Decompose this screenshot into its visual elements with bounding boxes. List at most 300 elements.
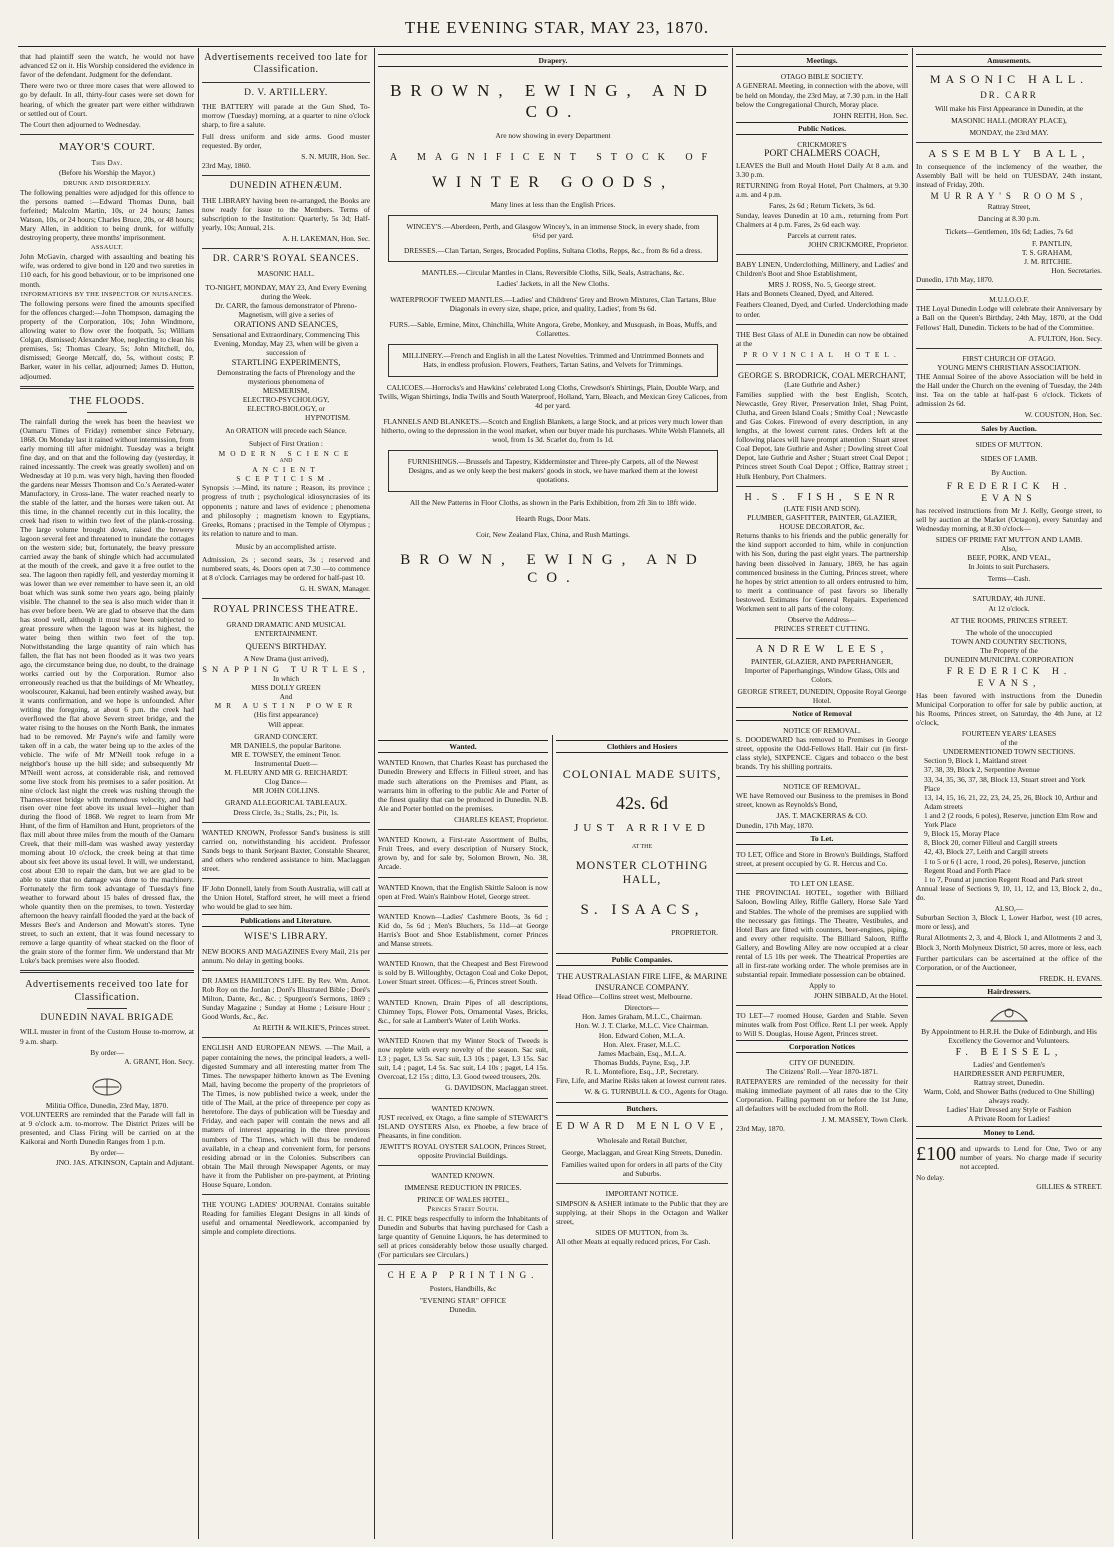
ad-text: ENGLISH AND EUROPEAN NEWS. —The Mail, a paper containing the news, the principal leaders, a well-digested Summary and all interesting matter from The Times. The newspaper hitherto known as The Evening Mail, having become the property of the proprietors of The Times, is now published twice a week, under the title of The Mail, at the price of threepence per copy as heretofore. The days of publication will be Tuesday and Friday, and each paper will contain the news and all matters of interest appearing in the three previous numbers of The Times, which will thus be rendered available, in a cheap and convenient form, for persons residing abroad or in the Colonies. Subscribers can obtain The Mail through Newspaper Agents, or may have it from the Publisher on pre-payment, at Printing House Square, London. — [202, 1043, 370, 1190]
ad-text: PROPRIETOR. — [671, 927, 718, 937]
ad-text: Suburban Section 3, Block 1, Lower Harbor, west (10 acres, more or less), and — [916, 913, 1102, 932]
column-4 — [736, 52, 908, 1539]
ad-text: ALSO,— — [994, 904, 1024, 914]
ad-title: FREDERICK H. EVANS — [946, 482, 1072, 504]
ad-text: THE BATTERY will parade at the Gun Shed, To-morrow (Tuesday) morning, at a quarter to nine o'clock sharp, to fire a salute. — [202, 102, 370, 130]
ad-text: Hon. Alex. Fraser, M.L.C. — [603, 1039, 681, 1049]
ad-text: By Appointment to H.R.H. the Duke of Edinburgh, and His Excellency the Governor and Volunteers. — [921, 1027, 1097, 1046]
ad-signature: A. GRANT, Hon. Secy. — [124, 1056, 194, 1066]
ad-title: FREDERICK H. EVANS, — [946, 667, 1072, 689]
ad-text: Princes Street South. — [427, 1204, 499, 1214]
section-bar: Hairdressers. — [916, 985, 1102, 998]
ad-text: WINCEY'S.—Aberdeen, Perth, and Glasgow Wincey's, in an immense Stock, in every shade, from 6½d per yard. — [406, 222, 700, 241]
royal-crest-icon — [985, 1003, 1033, 1023]
ad-text: In which — [272, 674, 300, 684]
section-bar: Notice of Removal — [736, 707, 908, 720]
ad-text: FOURTEEN YEARS' LEASES — [961, 728, 1057, 738]
ad-text: has received instructions from Mr J. Kelly, George street, to sell by auction at the Market (Octagon), every Saturday and Wednesday morning, at 8.30 o'clock— — [916, 505, 1102, 533]
list-item: 1 and 2 (2 roods, 6 poles), Reserve, junction Elm Row and York Place — [924, 810, 1098, 830]
ad-text: FURNISHINGS.—Brussels and Tapestry, Kidderminster and Three-ply Carpets, all of the Newest Designs, and as we only keep the best makers' goods in stock, we have marked them at the lowest quotations. — [407, 457, 699, 485]
column-1 — [20, 52, 194, 1539]
ad-signature: JOHN SIBBALD, At the Hotel. — [813, 990, 908, 1000]
subheading: ASSAULT. — [90, 244, 124, 252]
ad-text: Hon. W. J. T. Clarke, M.L.C. Vice Chairman. — [575, 1021, 709, 1031]
ad-text: Hon. Secretaries. — [1051, 266, 1102, 276]
drapery-column — [378, 52, 728, 732]
section-bar: Sales by Auction. — [916, 422, 1102, 435]
ad-signature: A. H. LAKEMAN, Hon. Sec. — [282, 234, 370, 244]
ad-title: CRICKMORE'S — [797, 140, 847, 150]
subheading: This Day. — [91, 158, 123, 168]
ad-text: WILL muster in front of the Custom House to-morrow, at 9 a.m. sharp. — [20, 1027, 194, 1046]
ad-text: MR E. TOWSEY, the eminent Tenor. — [231, 749, 341, 759]
ad-text: Many lines at less than the English Prices. — [490, 200, 616, 210]
ad-text: Observe the Address— — [787, 615, 857, 625]
ad-text: James Macbain, Esq., M.L.A. — [597, 1048, 687, 1058]
ad-title: DR. CARR'S ROYAL SEANCES. — [212, 254, 360, 265]
ad-text: Fire, Life, and Marine Risks taken at lowest current rates. — [556, 1076, 727, 1086]
ad-title: DUNEDIN ATHENÆUM. — [229, 181, 343, 192]
ad-signature: FREDK. H. EVANS. — [1039, 973, 1102, 983]
ad-text: MR AUSTIN POWER — [214, 701, 358, 711]
ad-signature: W. COUSTON, Hon. Sec. — [1024, 410, 1102, 420]
ad-title: MONSTER CLOTHING HALL, — [575, 860, 709, 887]
article-text: The rainfall during the week has been the heaviest we (Oamaru Times of Friday) remember since February, 1868. On Monday last it rained without intermission, from early morning till after midnight. Tuesday was a bright fine day, and on that and the following day (yesterday, it rained incessantly. The creek was greatly swollen) and on Wednesday at 10 p.m. was very high, having then flooded the gardens near Messrs Thomson and Co.'s Aerated-water Manufactory, in Cross-lane. The water reached nearly to the stable of the latter, and the horses were taken out. At this time, in the channel recently cut in this locality, the creek had risen to within two feet of the plank-crossing. The large volume brought down, raised the brewery lagoon several feet and threatened to inundate the cottages on the western side; but, fortunately, the heavy pressure carried away the bank of shingle which had accumulated at the mouth of the creek, and gave it a free outlet to the sea. The lagoon then rapidly fell, and yesterday morning it was lower than we ever remember to have seen it, an old boat which was sunk some two years ago, being plainly visible. The channel to the sea is also much wider than it has ever before been. We are glad to observe that the dam has stood well, although it must have been subjected to great pressure when the lagoon was at its highest, the water being then within two feet of the top. Notwithstanding the large quantity of rain which has fallen, the flat has not been flooded as it was two years ago, the circumstance being due, no doubt, to the drainage works carried out by the Corporation. Rumor also erroneously reached us that the buildings of Mr Wheatley, woolscourer, Kakanui, had been entirely washed away, but it wants confirmation, and we hope is unfounded. After writing the foregoing, at about 6 p.m. the creek had overflowed the flat above Severn street bridge, and the water rising to the houses on the North Bank, the inmates had to be removed. Mr Payne's wife and family were taken off in a cab, the water being up to the axles of the vehicle. The wife of Mr M'Neill took refuge in a neighbor's house up the hill side; and subsequently Mr M'Neill went across, at considerable risk, and removed some live stock from his premises to a safer position. At nine o'clock last night the creek was rushing through the Thames-street bridge with tremendous velocity, and had risen over nine feet above its usual level—higher than during the flood of 1868. We regret to learn from Mr Hunt, of the firm of Hamilton and Hunt, proprietors of the flax mill about three miles from the mouth of the Oamaru Creek, that their mill-dam was washed away yesterday morning about 10 o'clock, the creek being at that time about six feet above its usual level. It will, we understand, cost about £30 to repair the dam, but we are glad to be able to state that no damage was done to the machinery. Fortunately the firm took advantage of Tuesday's fine weather to forward about 15 bales of dressed flax, the whole quantity then on the premises, to town. Yesterday afternoon the heavy rainfall flooded the yard at the back of Messrs Bee's and Anderson and Mowatt's stores. Tyne street, to such an extent, that it was found necessary to remove a large quantity of wheat stacked on the floor of the grain store of the former firm. We understand that Mr Luke's back premises were also flooded. — [20, 417, 194, 966]
court-text: that had plaintiff seen the watch, he would not have advanced £2 on it. His Worship considered the evidence in favor of the defendant. Judgment for the defendant. — [20, 52, 194, 80]
section-heading: THE FLOODS. — [69, 394, 145, 407]
ad-text: MILLINERY.—French and English in all the Latest Novelties. Trimmed and Untrimmed Bonnets and Hats, in endless profusion. Flowers, Feathers, Tartan Satins, and Velvets for Trimmings. — [402, 351, 704, 370]
ad-text: In Joints to suit Purchasers. — [968, 562, 1050, 572]
list-item: 42, 43, Block 27, Leith and Cargill streets — [924, 847, 1048, 857]
ad-text: PLUMBER, GASFITTER, PAINTER, GLAZIER, HOUSE DECORATOR, &c. — [747, 513, 897, 532]
ad-text: ANCIENT SCEPTICISM. — [236, 465, 336, 484]
ad-text: "EVENING STAR" OFFICE — [419, 1296, 507, 1306]
furnishings-box — [388, 450, 718, 491]
wanted-ad: WANTED Known that my Winter Stock of Tweeds is now replete with every novelty of the season. Sac suit, L3 ; paget, L3 5s. Sac suit, L3 10s ; paget, L3 15s. Sac suit, L4 ; paget, L4 5s. Sac suit, L4 10s ; paget, L4 15s. Overcoat, L2 15s ; ditto, L3. Good tweed trousers, 20s. — [378, 1035, 548, 1082]
ad-text: At 12 o'clock. — [988, 603, 1030, 613]
ad-text: SATURDAY, 4th JUNE. — [972, 594, 1046, 604]
ad-text: MESMERISM, — [262, 385, 310, 395]
ad-text: Returns thanks to his friends and the public generally for the kind support accorded to him, while in conjunction with his Son, during the past eight years. The partnership having been dissolved in January, 1869, he has again commenced business in the Cutting, Princes street, where he hopes by strict attention to all orders entrusted to him, to merit a continuance of past favors so liberally bestowed. Estimates for General Repairs. Experienced Workmen sent to all parts of the colony. — [736, 531, 908, 614]
column-5 — [916, 52, 1102, 1539]
column-2 — [202, 52, 370, 1539]
ad-text: Directors— — [624, 1003, 660, 1013]
ad-text: Dunedin. — [449, 1305, 477, 1315]
newspaper-title: THE EVENING STAR, MAY 23, 1870. — [404, 18, 710, 37]
ad-text: ELECTRO-BIOLOGY, or — [247, 404, 325, 414]
ad-text: Sunday, leaves Dunedin at 10 a.m., returning from Port Chalmers at 4 p.m. Fares, 2s 6d each way. — [736, 210, 908, 229]
ad-text: (Late Guthrie and Asher.) — [784, 380, 860, 390]
ad-text: Synopsis :—Mind, its nature ; Reason, its province ; progress of truth ; psychological idiosyncrasies of its opponents ; nature and laws of evidence ; phenomena and philosophy ; magnetism known to Egyptians, Greeks, Romans ; practised in the Temple of Olympus ; its relation to nature and to man. — [202, 483, 370, 538]
ad-title: YOUNG MEN'S CHRISTIAN ASSOCIATION. — [937, 362, 1081, 372]
list-item: 1 to 7, Pound at junction Regent Road and Park street — [924, 874, 1083, 884]
ad-text: Has been favored with instructions from the Dunedin Municipal Corporation to offer for sale by public auction, at his Rooms, Princes street, on Saturday, the 4th June, at 12 o'clock, — [916, 690, 1102, 727]
ad-text: An ORATION will precede each Séance. — [225, 426, 347, 436]
ad-text: Head Office—Collins street west, Melbourne. — [556, 992, 693, 1002]
ad-text: CALICOES.—Horrocks's and Hawkins' celebrated Long Cloths, Crewdson's Shirtings, Plain, Double Warp, and Twills, Wigan Shirtings, India Twills and South Waterproof, Holland, Yarn, Bleach, and Mexican Grey Calicoes, from 4d per yard. — [378, 382, 728, 410]
wanted-ad: WANTED Known, that Charles Keast has purchased the Dunedin Brewery and Effects in Filleul street, and has made such alterations on the Premises and Plant, as warrants him in offering to the public Ale and Porter of the finest quality that can be produced in Dunedin. N.B. Ale and Porter bottled on the premises. — [378, 758, 548, 813]
ad-text: FLANNELS AND BLANKETS.—Scotch and English Blankets, a large Stock, and at prices very much lower than hitherto, owing to the depression in the wool market, when our buyer made his purchases. White Welsh Flannels, all wool, from 1s 3d. Scarlet do, from 1s 1d. — [381, 416, 725, 445]
ad-text: MURRAY'S ROOMS, — [930, 191, 1088, 202]
section-bar: Money to Lend. — [916, 1126, 1102, 1139]
ad-text: DR. CARR — [980, 90, 1038, 101]
ad-title: SIDES OF LAMB. — [980, 454, 1038, 463]
ad-text: By order— — [90, 1148, 124, 1158]
ad-title: COLONIAL MADE SUITS, — [562, 767, 722, 782]
ad-text: MASONIC HALL. — [257, 268, 315, 278]
ad-signature: G. H. SWAN, Manager. — [299, 584, 370, 594]
ad-signature: W. & G. TURNBULL & CO., Agents for Otago. — [584, 1087, 728, 1097]
ad-text: LEAVES the Bull and Mouth Hotel Daily At 8 a.m. and 3.30 p.m. — [736, 160, 908, 180]
ad-signature: T. S. GRAHAM, — [1021, 247, 1072, 257]
ad-text: All other Meats at equally reduced prices, For Cash. — [556, 1236, 711, 1246]
section-bar: Butchers. — [556, 1102, 728, 1115]
ad-text: A Private Room for Ladies! — [967, 1114, 1051, 1124]
ad-text: PRINCE OF WALES HOTEL, — [417, 1195, 509, 1205]
ad-title: FIRST CHURCH OF OTAGO. — [962, 353, 1056, 363]
wanted-ad: WANTED Known, that the Cheapest and Best Firewood is sold by B. Willoughby, Octagon Coal and Coke Depot, Lower Stuart street. Offices:—6, Princes street South. — [378, 959, 548, 987]
ad-text: By Auction. — [991, 468, 1027, 478]
ad-text: GRAND ALLEGORICAL TABLEAUX. — [225, 798, 347, 808]
column-divider — [198, 48, 199, 1539]
section-bar: Public Notices. — [736, 122, 908, 135]
ad-text: AT THE — [631, 843, 653, 850]
ad-text: (LATE FISH AND SON). — [783, 503, 861, 513]
ad-text: R. L. Montefiore, Esq., J.P., Secretary. — [585, 1067, 699, 1077]
section-bar: To Let. — [736, 832, 908, 845]
ad-text: Militia Office, Dunedin, 23rd May, 1870. — [45, 1100, 169, 1110]
list-item: 37, 38, 39, Block 2, Serpentine Avenue — [924, 765, 1040, 775]
list-item: 33, 34, 35, 36, 37, 38, Block 13, Stuart street and York Place — [924, 774, 1086, 793]
masthead-rule — [18, 46, 1106, 47]
ad-title: WINTER GOODS, — [431, 173, 675, 191]
ad-title: 42s. 6d — [615, 793, 668, 814]
ad-title: F. BEISSEL, — [955, 1047, 1063, 1059]
ad-text: UNDERMENTIONED TOWN SECTIONS. — [942, 747, 1076, 757]
ad-text: DUNEDIN MUNICIPAL CORPORATION — [944, 655, 1074, 665]
ad-text: TO LET—7 roomed House, Garden and Stable. Seven minutes walk from Post Office. Rent L1 per week. Apply to Will S. Douglas, House Agent, Princes street. — [736, 1010, 908, 1038]
ad-signature: GILLIES & STREET. — [1036, 1182, 1102, 1192]
ad-text: WE have Removed our Business to the premises in Bond street, known as Reynolds's Bond, — [736, 791, 908, 810]
ad-text: Thomas Budds, Payne, Esq., J.P. — [593, 1057, 691, 1067]
ad-text: Rattray street, Dunedin. — [973, 1078, 1045, 1087]
ad-text: Wholesale and Retail Butcher, — [596, 1135, 687, 1145]
ad-text: MONDAY, the 23rd MAY. — [969, 128, 1049, 138]
section-bar: Amusements. — [916, 54, 1102, 67]
ad-title: DUNEDIN NAVAL BRIGADE — [40, 1012, 174, 1023]
ad-text: In consequence of the inclemency of the weather, the Assembly Ball will be held on TUESDAY, 24th instant, instead of Friday, 20th. — [916, 161, 1102, 190]
ad-text: Terms—Cash. — [987, 574, 1031, 584]
ad-text: No delay. — [916, 1173, 945, 1183]
ad-text: MASONIC HALL (MORAY PLACE), — [951, 116, 1067, 126]
ad-title: ASSEMBLY BALL, — [928, 148, 1090, 161]
ad-text: The Property of the — [980, 645, 1038, 655]
masthead — [0, 18, 1114, 48]
ad-signature: S. N. MUIR, Hon. Sec. — [301, 151, 370, 161]
ad-text: AND — [279, 457, 293, 464]
ad-text: Hearth Rugs, Door Mats. — [515, 513, 591, 523]
ad-text: Further particulars can be ascertained at the office of the Corporation, or of the Auctioneer, — [916, 953, 1102, 972]
ad-text: MR DANIELS, the popular Baritone. — [230, 740, 342, 750]
ad-text: THE LIBRARY having been re-arranged, the Books are now ready for issue to the Members. Terms of subscription to the Institution: Quarterly, 5s 3d; Half-yearly, 10s; Annual, 21s. — [202, 195, 370, 233]
section-bar: Wanted. — [378, 740, 548, 753]
ad-text: Coir, New Zealand Flax, China, and Rush Mattings. — [476, 529, 630, 539]
court-text: There were two or three more cases that were allowed to go by default. In all, thirty-four cases were set down for hearing, of which the greater part were either withdrawn or settled out of Court. — [20, 81, 194, 118]
crest-icon — [90, 1075, 124, 1097]
ad-text: Hats and Bonnets Cleaned, Dyed, and Altered. — [736, 289, 874, 299]
court-text: The Court then adjourned to Wednesday. — [20, 119, 141, 129]
ad-text: Families supplied with the best English, Scotch, Newcastle, Grey River, Preservation Inlet, Shag Point, Clutha, and Green Island Coals ; Smithy Coal ; Newcastle and Gas Cokes. Firewood of every description, in any lengths, at the lowest current rates. Orders left at the following places will have prompt attention : Stuart street Coal Depot, late Guthrie and Asher ; Dowling street Coal Depot, late Guthrie and Asher ; Stuart street Coal Depot ; Princes street South Coal Depot ; Office, Rattray street ; Hulk Henbury, Port Chalmers. — [736, 389, 908, 481]
wanted-ad: JEWITT'S ROYAL OYSTER SALOON, Princes Street, opposite Provincial Buildings. — [379, 1141, 547, 1161]
ad-signature: CHARLES KEAST, Proprietor. — [454, 814, 548, 824]
ad-text: STARTLING EXPERIMENTS, — [231, 357, 341, 368]
ad-signature: JOHN CRICKMORE, Proprietor. — [808, 239, 908, 249]
ad-text: And — [279, 692, 293, 702]
ad-text: TO-NIGHT, MONDAY, MAY 23, And Every Evening during the Week. — [205, 283, 367, 302]
ad-title: GEORGE S. BRODRICK, COAL MERCHANT, — [738, 369, 906, 380]
ad-text: All the New Patterns in Floor Cloths, as shown in the Paris Exhibition, from 2ft 3in to 18ft wide. — [409, 497, 697, 507]
ad-text: Also, — [1001, 544, 1017, 553]
ad-text: Will appear. — [268, 719, 304, 729]
ad-text: Posters, Handbills, &c — [429, 1284, 497, 1294]
ad-title: M.U.I.O.O.F. — [989, 295, 1029, 305]
ad-signature: JOHN REITH, Hon. Sec. — [832, 110, 908, 120]
ad-text: PAINTER, GLAZIER, AND PAPERHANGER, — [751, 656, 893, 666]
ad-text: Full dress uniform and side arms. Good muster requested. By order, — [202, 131, 370, 150]
wanted-ad: WANTED Known, that the English Skittle Saloon is now open at Fred. Wain's Rainbow Hotel, George street. — [378, 882, 548, 901]
ad-signature: J. M. MASSEY, Town Clerk. — [821, 1114, 908, 1124]
ad-text: Rattray Street, — [987, 202, 1031, 212]
ad-text: BEEF, PORK, AND VEAL, — [967, 553, 1051, 563]
ad-signature: At REITH & WILKIE'S, Princes street. — [252, 1023, 370, 1033]
ad-title: WANTED KNOWN. — [431, 1103, 495, 1113]
ad-title: WISE'S LIBRARY. — [244, 931, 328, 942]
ad-text: IF John Donnell, lately from South Australia, will call at the Union Hotel, Stafford street, he will meet a friend who would be glad to see him. — [202, 884, 370, 912]
section-bar: Public Companies. — [556, 953, 728, 966]
ad-text: Dress Circle, 3s.; Stalls, 2s.; Pit, 1s. — [233, 807, 339, 817]
ad-text: WATERPROOF TWEED MANTLES.—Ladies' and Childrens' Grey and Brown Mixtures, Clan Tartans, Blue Diagonals in every size, shape, price, and quality, Ladies', from 9s 6d. — [390, 294, 716, 313]
ad-text: Families waited upon for orders in all parts of the City and Suburbs. — [561, 1160, 723, 1179]
ad-text: ELECTRO-PSYCHOLOGY, — [242, 395, 330, 405]
ad-text: Dunedin, 17th May, 1870. — [916, 275, 994, 285]
ad-text: MRS J. ROSS, No. 5, George street. — [768, 280, 876, 290]
ad-text: SIDES OF MUTTON, from 3s. — [595, 1227, 689, 1237]
ad-text: NEW BOOKS AND MAGAZINES Every Mail, 21s per annum. No delay in getting books. — [202, 946, 370, 965]
ad-text: Fares, 2s 6d ; Return Tickets, 3s 6d. — [769, 201, 875, 211]
ad-text: Hon. James Graham, M.L.C., Chairman. — [581, 1012, 703, 1022]
ad-text: Tickets—Gentlemen, 10s 6d; Ladies, 7s 6d — [945, 226, 1073, 236]
ad-text: of the — [1000, 738, 1018, 748]
section-heading: MAYOR'S COURT. — [58, 140, 156, 153]
list-item: 8, Block 20, corner Filleul and Cargill streets — [924, 838, 1058, 848]
paragraph: The following persons were fined the amounts specified for the offences charged:—John Thompson, damaging the property of the Corporation, 10s; John Windmore, allowing water to flow over the footpath, 5s; William Colgan, dismissed; Alexander Moe, neglecting to clean his premises, 5s; Thomas Cleary, 5s; John Mitchell, do, dismissed; George Metcalf, do, 5s, without costs; P. Barker, water in his cellar, adjourned; James D. Hutton, adjourned. — [20, 298, 194, 381]
ad-text: A New Drama (just arrived), — [243, 654, 329, 664]
ad-text: SNAPPING TURTLES, — [202, 663, 370, 674]
ad-title: THE AUSTRALASIAN FIRE LIFE, & MARINE INSURANCE COMPANY. — [556, 971, 728, 992]
column-divider — [552, 735, 553, 1539]
ad-text: RATEPAYERS are reminded of the necessity for their making immediate payment of all rates due to the City Corporation. Failing payment on or before the 1st June, all defaulters will be excluded from the Roll. — [736, 1076, 908, 1113]
column-divider — [912, 48, 913, 1539]
ad-text: Clog Dance— — [264, 777, 308, 787]
ad-text: Warm, Cold, and Shower Baths (reduced to One Shilling) always ready. — [923, 1087, 1095, 1106]
ad-text: By order— — [90, 1047, 124, 1057]
ad-text: DRESSES.—Clan Tartan, Serges, Brocaded Poplins, Sultana Cloths, Repps, &c., from 8s 6d a dress. — [403, 245, 703, 255]
ad-text: Feathers Cleaned, Dyed, and Curled. Underclothing made to order. — [736, 300, 908, 319]
ad-text: Importer of Paperhangings, Window Glass, Oils and Colors. — [744, 665, 900, 684]
ad-text: Instrumental Duett— — [254, 759, 318, 768]
ad-title: IMPORTANT NOTICE. — [605, 1189, 679, 1199]
column-divider — [732, 48, 733, 1539]
ad-text: PRINCES STREET CUTTING. — [774, 624, 870, 634]
ad-text: S. DOODEWARD has removed to Premises in George street, opposite the Odd-Fellows Hall. Hair cut (in first-class style), SIXPENCE. Cigars and tobacco o the best brands. Try his shilling portraits. — [736, 734, 908, 772]
section-heading: Advertisements received too late for Classification. — [25, 979, 189, 1003]
ad-signature: F. PANTLIN, — [1032, 238, 1072, 248]
ad-text: THE Best Glass of ALE in Dunedin can now be obtained at the — [736, 329, 908, 348]
ad-title: SIDES OF MUTTON. — [975, 439, 1043, 449]
ad-text: MISS DOLLY GREEN — [251, 683, 321, 693]
ad-title: ANDREW LEES, — [755, 644, 889, 656]
ad-text: SIMPSON & ASHER intimate to the Public that they are supplying, at their Shops in the Octagon and Walker street, — [556, 1198, 728, 1226]
ad-text: FURS.—Sable, Ermine, Minx, Chinchilla, White Angora, Grebe, Monkey, and Musquash, in Boas, Muffs, and Collarettes. — [389, 320, 717, 339]
ad-text: Are now showing in every Department — [495, 131, 611, 141]
ad-text: Admission, 2s ; second seats, 3s ; reserved and numbered seats, 4s. Doors open at 7.30 —to commence at 8 o'clock. Carriages may be ordered for half-past 10. — [202, 555, 370, 583]
ad-text: Ladies' Hair Dressed any Style or Fashion — [946, 1105, 1072, 1115]
ad-text: TO LET, Office and Store in Brown's Buildings, Stafford street, at present occupied by G. R. Hercus and Co. — [736, 850, 908, 869]
ad-title: EDWARD MENLOVE, — [556, 1120, 728, 1132]
list-item: 9, Block 15, Moray Place — [924, 829, 1000, 839]
ad-title: H. S. FISH, SENR — [744, 491, 900, 503]
subheading: DRUNK AND DISORDERLY. — [63, 179, 151, 187]
ad-text: Dr. CARR, the famous demonstrator of Phreno-Magnetism, will give a series of — [215, 301, 357, 320]
ad-title: WANTED KNOWN. — [431, 1171, 495, 1181]
ad-signature: JAS. T. MACKERRAS & CO. — [776, 811, 868, 821]
section-bar: Corporation Notices — [736, 1040, 908, 1053]
ad-title: JUST ARRIVED — [574, 822, 710, 835]
ad-title: NOTICE OF REMOVAL. — [783, 725, 861, 735]
ad-text: THE PROVINCIAL HOTEL, together with Billiard Saloon, Bowling Alley, Riffle Gallery, Horse Sale Yard and Stables. The whole of the premises are supplied with the necessary gas fittings. The Theatre, Vestibules, and Hotel Bars are fitted with counters, beer-engines, piping, and every other requisite. The Billiard Saloon, Riffle Gallery, and Bowling Alley are now occupied at a clear rental of L5 10s per week. The Theatrical Properties are all in first-rate working order. The whole premises are in substantial repair. Immediate possession can be obtained. — [736, 888, 908, 980]
ad-text: HAIRDRESSER AND PERFUMER, — [953, 1068, 1065, 1078]
section-bar: Publications and Literature. — [202, 914, 370, 927]
section-bar: Clothiers and Hosiers — [556, 740, 728, 753]
ad-text: Sensational and Extraordinary, Commencing This Evening, Monday, May 23, when will be given a succession of — [212, 329, 360, 358]
money-amount: £100 — [916, 1143, 956, 1165]
ad-text: A GENERAL Meeting, in connection with the above, will be held on Monday, the 23rd May, at 7.30 p.m. in the Hall below the Congregational Church, Moray place. — [736, 81, 908, 109]
ad-text: MANTLES.—Circular Mantles in Clans, Reversible Cloths, Silk, Seals, Astrachans, &c. — [421, 267, 685, 277]
ad-title: MASONIC HALL. — [929, 72, 1089, 87]
ad-text: BABY LINEN, Underclothing, Millinery, and Ladies' and Children's Boot and Shoe Establishment, — [736, 259, 908, 279]
ad-text: M. FLEURY AND MR G. REICHARDT. — [224, 768, 348, 778]
ad-text: AT THE ROOMS, PRINCES STREET. — [950, 615, 1068, 625]
ad-text: HYPNOTISM. — [305, 413, 350, 423]
ad-title: D. V. ARTILLERY. — [244, 87, 328, 98]
ad-title: CHEAP PRINTING. — [387, 1270, 539, 1281]
list-item: 13, 14, 15, 16, 21, 22, 23, 24, 25, 26, Block 10, Arthur and Adam streets — [924, 792, 1098, 811]
ad-signature: JNO. JAS. ATKINSON, Captain and Adjutant. — [55, 1157, 194, 1167]
wincey-box — [388, 215, 718, 261]
ad-title: BROWN, EWING, AND CO. — [400, 551, 706, 587]
millinery-box — [388, 344, 718, 376]
ad-title: ROYAL PRINCESS THEATRE. — [213, 604, 359, 616]
ad-text: and upwards to Lend for One, Two or any number of years. No charge made if security not accepted. — [960, 1143, 1102, 1172]
ad-text: Demonstrating the facts of Phrenology and the mysterious phenomena of — [217, 367, 355, 386]
paragraph: The following penalties were adjudged for this offence to the persons named :—Edward Thomas Dunn, bail forfeited; Malcolm Martin, 10s, or 24 hours; James Watson, 10s, or 24 hours; Charles Bruce, 20s, or 48 hours; Mary Allen, in addition to being drunk, for wilfully destroying property, three months' imprisonment. — [20, 187, 194, 243]
wanted-ad: H. C. PIKE begs respectfully to inform the Inhabitants of Dunedin and Suburbs that having purchased for Cash a large quantity of Genuine Liquors, he has determined to sell at prices considerably below those usually charged. (For particulars see Circulars.) — [378, 1213, 548, 1260]
column-divider — [374, 48, 375, 1539]
ad-title: OTAGO BIBLE SOCIETY. — [780, 72, 864, 82]
ad-title: NOTICE OF REMOVAL. — [783, 782, 861, 792]
ad-text: QUEEN'S BIRTHDAY. — [245, 641, 327, 651]
ad-text: Will make his First Appearance in Dunedin, at the — [934, 104, 1084, 114]
ad-signature: J. M. RITCHIE. — [1024, 256, 1072, 266]
section-bar: Meetings. — [736, 54, 908, 67]
wanted-ad: WANTED Known—Ladies' Cashmere Boots, 3s 6d ; Kid do, 5s 6d ; Men's Bluchers, 5s 11d—at George Harris's Boot and Shoe Establishment, corner Princes and Manse streets. — [378, 911, 548, 949]
ad-text: Ladies' and Gentlemen's — [972, 1059, 1046, 1069]
ad-text: MR JOHN COLLINS. — [252, 786, 320, 796]
ad-text: MODERN SCIENCE — [218, 448, 354, 458]
list-item: Annual lease of Sections 9, 10, 11, 12, and 13, Block 2, do., do. — [916, 883, 1102, 902]
ad-text: Rural Allotments 2, 3, and 4, Block 1, and Allotments 2 and 3, Block 3, North Molyneux District, 50 acres, more or less, each — [916, 933, 1102, 952]
ad-text: The whole of the unoccupied — [965, 627, 1053, 637]
ad-text: GEORGE STREET, DUNEDIN, Opposite Royal George Hotel. — [737, 687, 907, 706]
ad-text: THE Loyal Dunedin Lodge will celebrate their Anniversary by a Ball on the Queen's Birthday, 24th May, 1870, at the Odd Fellows' Hall, Dunedin. Tickets to be had of the Committee. — [916, 304, 1102, 332]
ad-text: 23rd May, 1870. — [736, 1124, 785, 1134]
paragraph: John McGavin, charged with assaulting and beating his wife, was ordered to give bond in 120 and two sureties in 110 each, for his good behaviour, or to be imprisoned one month. — [20, 252, 194, 289]
ad-text: GRAND DRAMATIC AND MUSICAL ENTERTAINMENT. — [226, 619, 346, 638]
ad-text: Parcels at current rates. — [787, 230, 857, 240]
money-ad — [916, 1144, 1102, 1173]
ad-text: WANTED KNOWN, Professor Sand's business is still carried on, notwithstanding his accident. Professor Sands begs to thank Serjeant Baxter, Constable Shearer, and others who rendered assistance to him. Maclaggan street. — [202, 827, 370, 874]
ad-text: SIDES OF PRIME FAT MUTTON AND LAMB. — [935, 534, 1083, 544]
ad-text: IMMENSE REDUCTION IN PRICES. — [404, 1183, 522, 1193]
ad-text: Ladies' Jackets, in all the New Cloths. — [496, 278, 610, 288]
ad-text: TOWN AND COUNTRY SECTIONS, — [951, 636, 1067, 646]
ad-text: ORATIONS AND SEANCES, — [233, 319, 339, 330]
ad-text: Dunedin, 17th May, 1870. — [736, 820, 814, 830]
ad-text: Music by an accomplished artiste. — [235, 541, 337, 551]
wanted-column — [378, 738, 548, 1539]
list-item: Section 9, Block 1, Maitland street — [924, 756, 1027, 766]
wanted-ad: WANTED Known, a First-rate Assortment of Bulbs, Fruit Trees, and every description of Nursery Stock, grown by, and for sale by, Solomon Brown, No. 38, Arcade. — [378, 835, 548, 872]
ad-text: Apply to — [808, 981, 836, 991]
ad-signature: G. DAVIDSON, Maclaggan street. — [445, 1083, 548, 1093]
ad-text: George, Maclaggan, and Great King Streets, Dunedin. — [561, 1148, 723, 1158]
ad-title: S. ISAACS, — [580, 902, 704, 919]
ad-text: Subject of First Oration : — [249, 439, 323, 449]
ad-text: THE YOUNG LADIES' JOURNAL Contains suitable Reading for families Elegant Designs in all kinds of useful and ornamental Needlework, accompanied by simple and complete directions. — [202, 1200, 370, 1237]
ad-text: RETURNING from Royal Hotel, Port Chalmers, at 9.30 a.m. and 4 p.m. — [736, 181, 908, 200]
subheading: (Before his Worship the Mayor.) — [59, 167, 155, 177]
section-heading: Advertisements received too late for Classification. — [204, 52, 368, 76]
ad-text: VOLUNTEERS are reminded that the Parade will fall in at 9 o'clock a.m. to-morrow. The District Prizes will be presented, and Class Firing will be carried on at the Kaikorai and North Dunedin Ranges from 1 p.m. — [20, 1110, 194, 1147]
list-item: 1 to 5 or 6 (1 acre, 1 rood, 26 poles), Reserve, junction Regent Road and Forth Place — [924, 856, 1086, 875]
ad-text: (His first appearance) — [253, 710, 319, 720]
ad-text: GRAND CONCERT. — [254, 731, 318, 741]
wanted-ad: WANTED Known, Drain Pipes of all descriptions, Chimney Tops, Flower Pots, Ornamental Vases, Bricks, &c., for sale at Lambert's Water of Leith Works. — [378, 997, 548, 1025]
ad-text: Hon. Edward Cohen, M.L.A. — [598, 1030, 686, 1040]
wanted-ad: JUST received, ex Otago, a fine sample of STEWART'S ISLAND OYSTERS Also, ex Phoebe, a few brace of Pheasants, in fine condition. — [378, 1112, 548, 1140]
ad-title: CITY OF DUNEDIN. — [789, 1058, 855, 1068]
ad-signature: A. FULTON, Hon. Secy. — [1028, 333, 1102, 343]
ad-title: PORT CHALMERS COACH, — [764, 149, 880, 160]
clothiers-column — [556, 738, 728, 1539]
ad-text: The Citizens' Roll.—Year 1870-1871. — [765, 1067, 879, 1077]
subheading: INFORMATIONS BY THE INSPECTOR OF NUISANCES. — [20, 290, 194, 298]
ad-title: TO LET ON LEASE. — [789, 879, 855, 889]
ad-text: A MAGNIFICENT STOCK OF — [389, 152, 717, 164]
ad-title: BROWN, EWING, AND CO. — [390, 81, 716, 122]
ad-text: THE Annual Soiree of the above Association will be held in the Hall under the Church on the evening of Tuesday, the 24th inst. Tea on the table at half-past 6 o'clock. Tickets of admission 2s 6d. — [916, 372, 1102, 409]
ad-text: 23rd May, 1860. — [202, 160, 251, 170]
